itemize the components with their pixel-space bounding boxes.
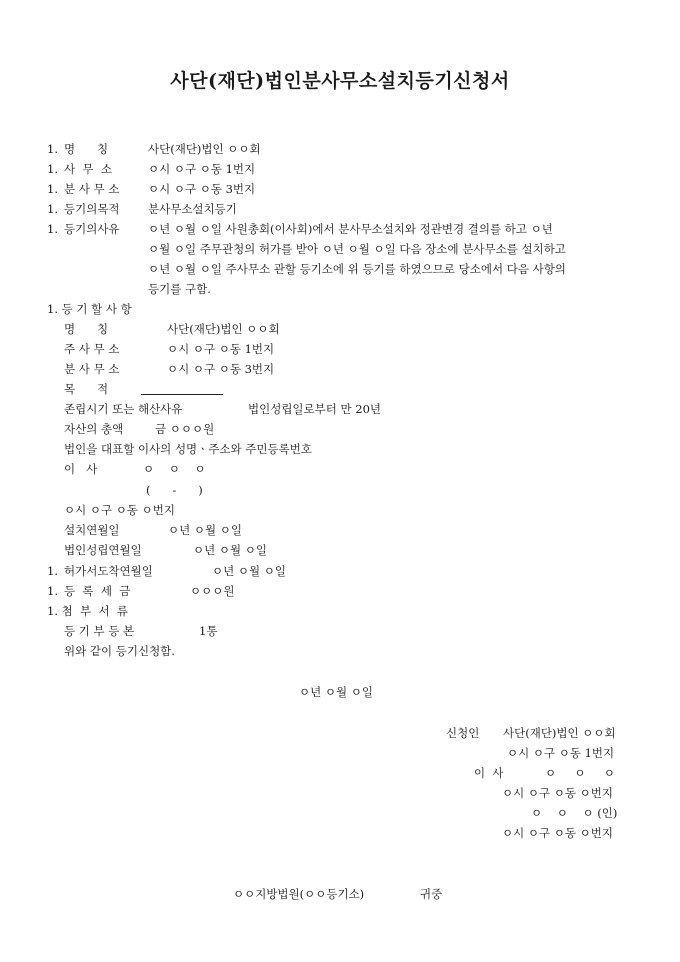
director-label: 이 사 [64,462,98,476]
applicant-seal-address: ㅇ시 ㅇ구 ㅇ동 ㅇ번지 [502,826,613,840]
matters-purpose-label: 목 적 [64,382,109,396]
purpose-blank-line [141,394,223,395]
court-suffix: 귀중 [420,887,443,901]
setup-date-label: 설치연월일 [64,523,120,537]
item-label-branch: 분 사 무 소 [64,182,120,196]
applicant-name: 사단(재단)법인 ㅇㅇ회 [503,726,616,740]
permit-value: ㅇ년 ㅇ월 ㅇ일 [212,564,286,578]
reason-line: ㅇ년 ㅇ월 ㅇ일 주사무소 관할 등기소에 위 등기를 하였으므로 당소에서 다음 사항의 [148,262,566,276]
attachments-heading: 1. 첨 부 서 류 [47,604,128,618]
reason-line: ㅇ월 ㅇ일 주무관청의 허가를 받아 ㅇ년 ㅇ월 ㅇ일 다음 장소에 분사무소를 설치하고 [148,242,566,256]
representative-label: 법인을 대표할 이사의 성명ㆍ주소와 주민등록번호 [64,442,312,456]
director-name: ㅇ ㅇ ㅇ [143,462,206,476]
applicant-director-label: 이 사 [474,766,504,780]
item-value-purpose: 분사무소설치등기 [148,202,237,216]
closing-sentence: 위와 같이 등기신청함. [64,644,175,658]
item-value-office: ㅇ시 ㅇ구 ㅇ동 1번지 [148,162,256,176]
item-number: 1. [47,564,58,578]
item-value-name: 사단(재단)법인 ㅇㅇ회 [148,142,261,156]
item-number: 1. [47,182,58,196]
matters-name-label: 명 칭 [64,322,109,336]
applicant-director-name: ㅇ ㅇ ㅇ [545,766,615,780]
item-label-office: 사 무 소 [64,162,112,176]
tax-value: ㅇㅇㅇ원 [190,584,235,598]
matters-heading: 1. 등 기 할 사 항 [47,302,132,316]
matters-branch-value: ㅇ시 ㅇ구 ㅇ동 3번지 [167,362,275,376]
founded-date-value: ㅇ년 ㅇ월 ㅇ일 [193,543,267,557]
duration-value: 법인성립일로부터 만 20년 [248,402,382,416]
director-address: ㅇ시 ㅇ구 ㅇ동 ㅇ번지 [64,503,175,517]
applicant-director-address: ㅇ시 ㅇ구 ㅇ동 ㅇ번지 [502,786,613,800]
application-date: ㅇ년 ㅇ월 ㅇ일 [299,685,373,699]
permit-label: 허가서도착연월일 [64,564,153,578]
item-number: 1. [47,584,58,598]
assets-label: 자산의 총액 [64,422,124,436]
founded-date-label: 법인성립연월일 [64,543,142,557]
item-number: 1. [47,222,58,236]
matters-main-office-label: 주 사 무 소 [64,342,120,356]
reason-line: ㅇ년 ㅇ월 ㅇ일 사원총회(이사회)에서 분사무소설치와 정관변경 결의를 하고 ㅇ년 [148,222,553,236]
reason-line: 등기를 구함. [148,282,211,296]
item-number: 1. [47,142,58,156]
matters-main-office-value: ㅇ시 ㅇ구 ㅇ동 1번지 [167,342,275,356]
matters-branch-label: 분 사 무 소 [64,362,120,376]
applicant-address: ㅇ시 ㅇ구 ㅇ동 1번지 [507,746,615,760]
matters-name-value: 사단(재단)법인 ㅇㅇ회 [167,322,280,336]
applicant-seal: ㅇ ㅇ ㅇ (인) [531,806,618,820]
resident-number: ( - ) [146,483,203,497]
item-number: 1. [47,202,58,216]
assets-value: 금 ㅇㅇㅇ원 [155,422,215,436]
item-value-branch: ㅇ시 ㅇ구 ㅇ동 3번지 [148,182,256,196]
item-label-reason: 등기의사유 [64,222,120,236]
tax-label: 등 록 세 금 [64,584,131,598]
setup-date-value: ㅇ년 ㅇ월 ㅇ일 [168,523,242,537]
attachment-doc-label: 등 기 부 등 본 [64,624,135,638]
attachment-doc-count: 1통 [199,624,218,638]
item-number: 1. [47,162,58,176]
applicant-label: 신청인 [446,726,480,740]
item-label-name: 명 칭 [64,142,109,156]
item-label-purpose: 등기의목적 [64,202,120,216]
court-name: ㅇㅇ지방법원(ㅇㅇ등기소) [233,887,365,901]
duration-label: 존립시기 또는 해산사유 [64,402,183,416]
document-title: 사단(재단)법인분사무소설치등기신청서 [170,70,510,92]
